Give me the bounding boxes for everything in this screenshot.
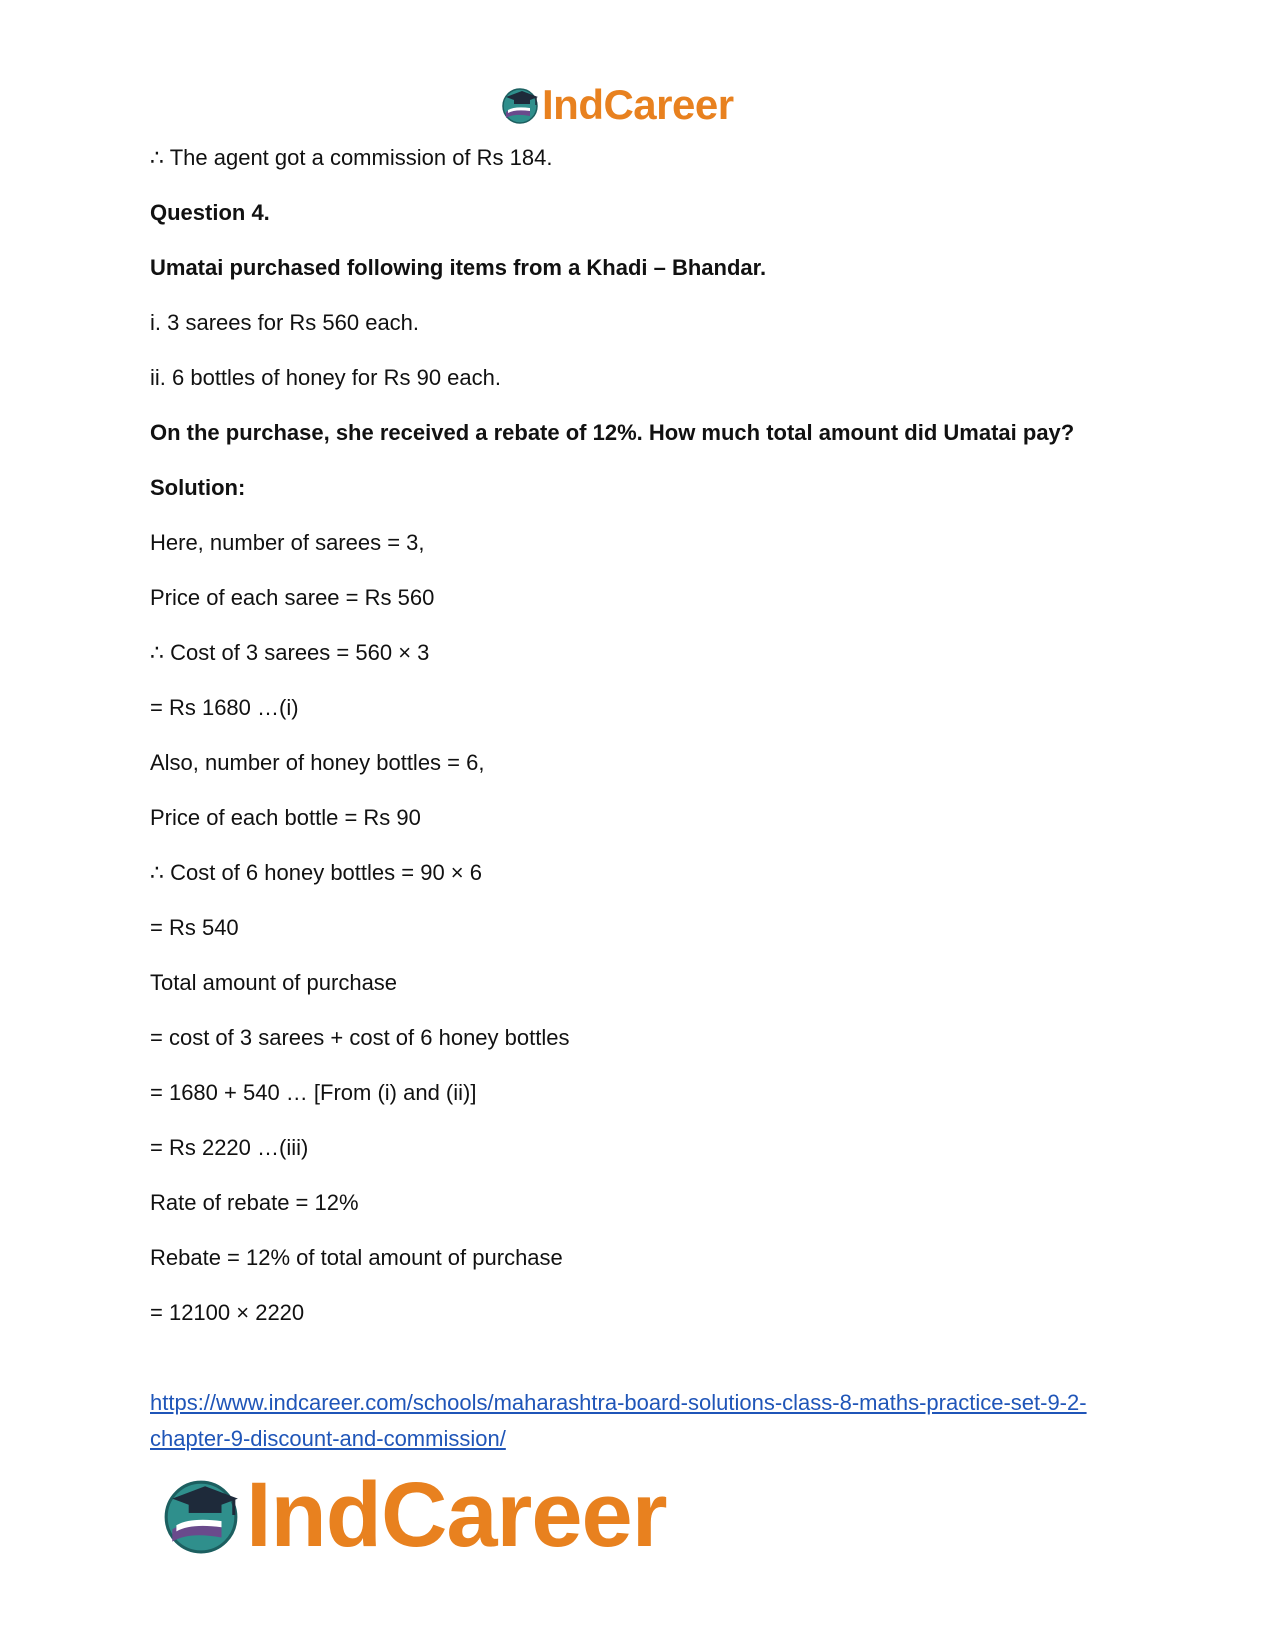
text-line: = cost of 3 sarees + cost of 6 honey bottles (150, 1025, 570, 1050)
text-line: i. 3 sarees for Rs 560 each. (150, 310, 420, 335)
header-logo (500, 80, 734, 130)
text-line: Also, number of honey bottles = 6, (150, 750, 485, 775)
text-line: Price of each bottle = Rs 90 (150, 805, 421, 830)
text-line: ∴ The agent got a commission of Rs 184. (150, 145, 553, 170)
document-body (150, 145, 1140, 1355)
text-line: = Rs 540 (150, 915, 239, 940)
text-line: = 1680 + 540 … [From (i) and (ii)] (150, 1080, 477, 1105)
heading-line: Solution: (150, 475, 246, 500)
text-line: = 12100 × 2220 (150, 1300, 305, 1325)
graduation-cap-book-icon (500, 85, 540, 125)
text-line: ∴ Cost of 3 sarees = 560 × 3 (150, 640, 430, 665)
graduation-cap-book-icon (160, 1474, 242, 1556)
text-line: ii. 6 bottles of honey for Rs 90 each. (150, 365, 501, 390)
heading-line: Umatai purchased following items from a Khadi – Bhandar. (150, 255, 767, 280)
heading-line: Question 4. (150, 200, 270, 225)
text-line: Here, number of sarees = 3, (150, 530, 425, 555)
footer-brand-name: IndCareer (246, 1464, 667, 1566)
text-line: = Rs 1680 …(i) (150, 695, 299, 720)
text-line: ∴ Cost of 6 honey bottles = 90 × 6 (150, 860, 482, 885)
brand-name: IndCareer (542, 81, 734, 128)
text-line: Total amount of purchase (150, 970, 398, 995)
source-link-block (150, 1385, 1150, 1457)
source-link-line-1[interactable]: https://www.indcareer.com/schools/maharashtra-board-solutions-class-8-maths-practice-set-9-2- (150, 1390, 1087, 1415)
text-line: Price of each saree = Rs 560 (150, 585, 435, 610)
footer-logo (160, 1465, 667, 1565)
source-link-line-2[interactable]: chapter-9-discount-and-commission/ (150, 1426, 506, 1451)
text-line: Rate of rebate = 12% (150, 1190, 359, 1215)
heading-line: On the purchase, she received a rebate of 12%. How much total amount did Umatai pay? (150, 420, 1075, 445)
text-line: = Rs 2220 …(iii) (150, 1135, 309, 1160)
text-line: Rebate = 12% of total amount of purchase (150, 1245, 563, 1270)
